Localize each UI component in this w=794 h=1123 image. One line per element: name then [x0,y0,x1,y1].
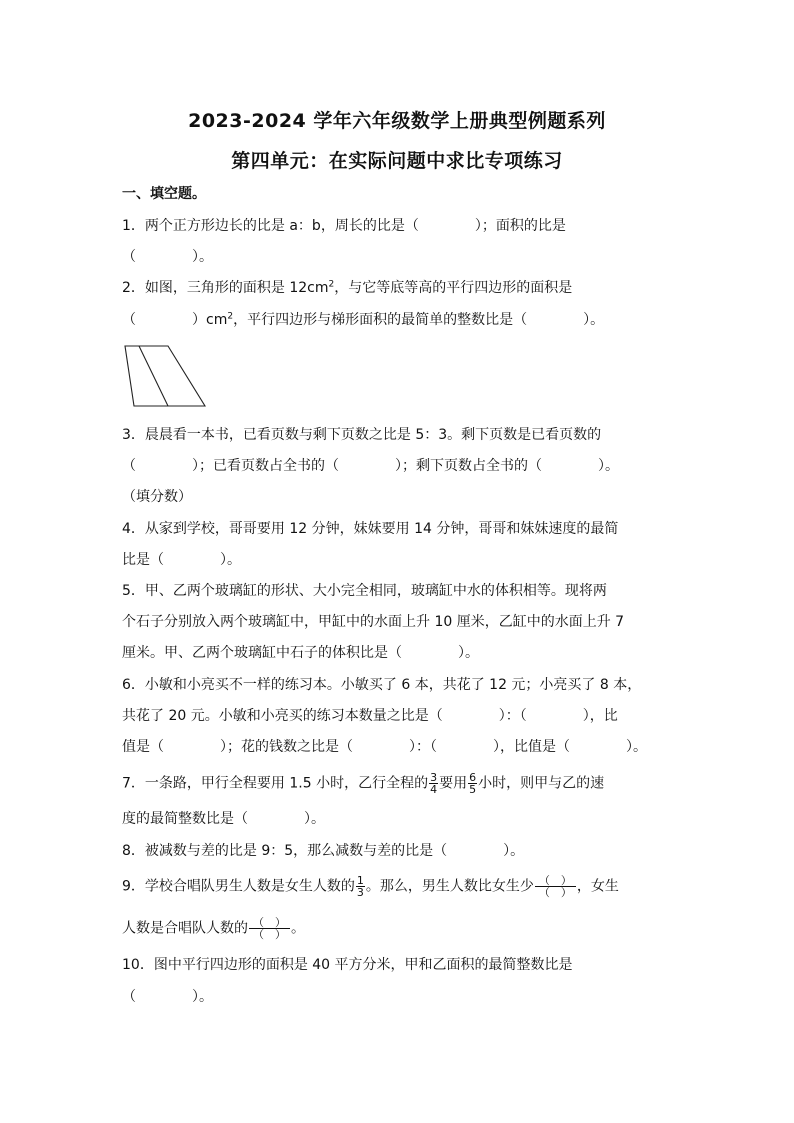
question-2-line-1 [122,278,702,298]
q7-fraction-2-denominator: 5 [469,783,477,796]
question-1-line-1: 1．两个正方形边长的比是 a：b，周长的比是（ ）；面积的比是 [122,218,566,234]
question-7-line-2: 度的最简整数比是（ ）。 [122,811,325,827]
question-3-line-2: （ ）；已看页数占全书的（ ）；剩下页数占全书的（ ）。 [122,458,619,474]
q9-fraction-1-numerator: 1 [356,874,364,887]
question-6-line-2: 共花了 20 元。小敏和小亮买的练习本数量之比是（ ）：（ ），比 [122,708,618,724]
q2-text-b1: （ ）cm [122,312,228,328]
question-10-line-1: 10．图中平行四边形的面积是 40 平方分米，甲和乙面积的最简整数比是 [122,957,573,973]
q9-text-b1: 人数是合唱队人数的 [122,920,248,937]
question-7-line-1 [122,772,702,795]
question-5-line-1: 5．甲、乙两个玻璃缸的形状、大小完全相同，玻璃缸中水的体积相等。现将两 [122,583,607,599]
page-subtitle: 第四单元：在实际问题中求比专项练习 [231,150,563,172]
question-4-line-1: 4．从家到学校，哥哥要用 12 分钟，妹妹要用 14 分钟，哥哥和妹妹速度的最简 [122,521,619,537]
q9-text-b2: 。 [291,920,305,937]
question-3-line-1: 3．晨晨看一本书，已看页数与剩下页数之比是 5：3。剩下页数是已看页数的 [122,427,602,443]
question-6-line-3: 值是（ ）；花的钱数之比是（ ）：（ ），比值是（ ）。 [122,739,647,755]
question-8-line-1: 8．被减数与差的比是 9：5，那么减数与差的比是（ ）。 [122,843,525,859]
q7-fraction-2-numerator: 6 [469,771,477,784]
q7-text-a1: 7．一条路，甲行全程要用 1.5 小时，乙行全程的 [122,775,429,792]
q2-text-b2: ，平行四边形与梯形面积的最简单的整数比是（ ）。 [233,312,605,328]
q9-fraction-blank-2 [249,917,290,940]
q7-fraction-1 [429,772,438,795]
q7-text-a2: 要用 [439,775,468,792]
page-title: 2023-2024 学年六年级数学上册典型例题系列 [188,110,606,132]
trapezoid-diagonal [139,346,168,406]
question-6-line-1: 6．小敏和小亮买不一样的练习本。小敏买了 6 本，共花了 12 元；小亮买了 8 本， [122,677,642,693]
question-9-line-2 [122,917,702,940]
trapezoid-figure [124,343,208,409]
q9-text-a1: 9．学校合唱队男生人数是女生人数的 [122,878,355,895]
q9-fraction-blank-1-numerator: （ ） [535,875,576,887]
q7-fraction-2 [468,772,477,795]
q9-fraction-blank-2-numerator: （ ） [249,917,290,929]
q9-fraction-blank-1-denominator: （ ） [538,886,572,899]
question-9-line-1 [122,875,702,898]
q7-text-a3: 小时，则甲与乙的速 [478,775,605,792]
q9-text-a2: 。那么，男生人数比女生少 [365,878,534,895]
q9-text-a3: ，女生 [576,878,619,895]
q2-sup-a: 2 [328,279,335,290]
q9-fraction-1 [356,875,365,898]
q2-text-a2: ，与它等底等高的平行四边形的面积是 [334,280,573,296]
q9-fraction-1-denominator: 3 [356,886,364,899]
q9-fraction-blank-2-denominator: （ ） [253,928,286,941]
q2-text-a1: 2．如图，三角形的面积是 12cm [122,280,329,296]
q7-fraction-1-numerator: 3 [430,771,438,784]
trapezoid-outline [125,346,205,406]
question-5-line-2: 个石子分别放入两个玻璃缸中，甲缸中的水面上升 10 厘米，乙缸中的水面上升 7 [122,614,625,630]
question-1-line-2: （ ）。 [122,249,213,265]
question-5-line-3: 厘米。甲、乙两个玻璃缸中石子的体积比是（ ）。 [122,645,479,661]
q7-fraction-1-denominator: 4 [430,783,438,796]
question-2-line-2 [122,310,702,330]
question-4-line-2: 比是（ ）。 [122,552,241,568]
question-3-line-3: （填分数） [122,489,192,505]
q2-sup-b: 2 [227,311,234,322]
section-heading: 一、填空题。 [122,186,206,202]
q9-fraction-blank-1 [535,875,576,898]
question-10-line-2: （ ）。 [122,989,213,1005]
